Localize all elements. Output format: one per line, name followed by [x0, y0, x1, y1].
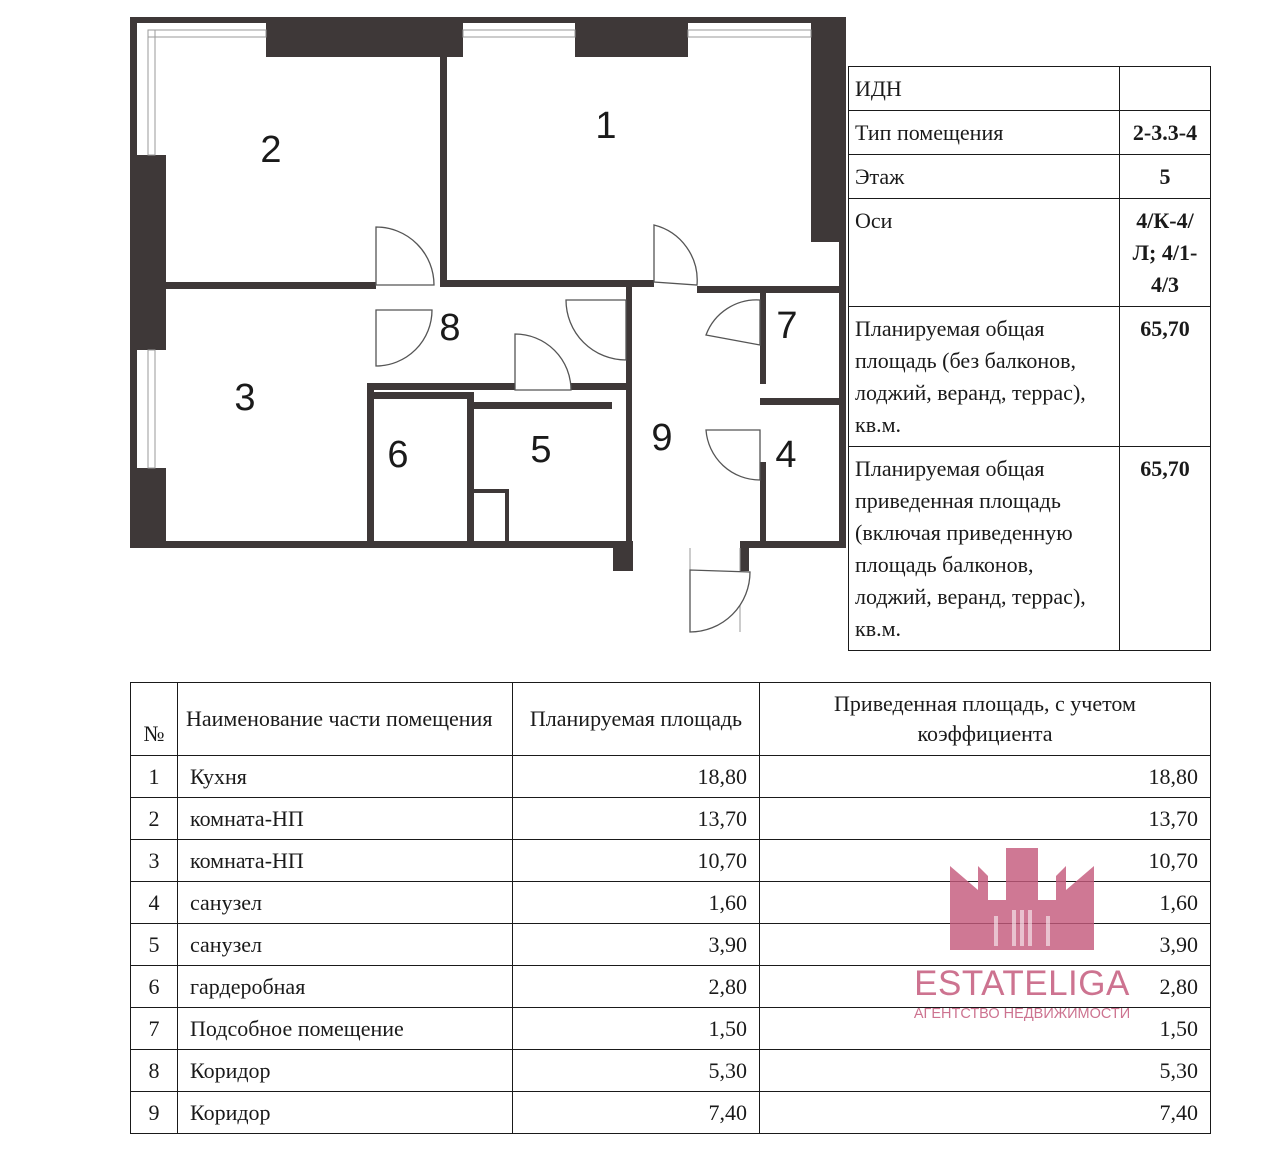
room-label-5: 5 [530, 429, 552, 471]
table-row [131, 882, 1211, 924]
room-label-9: 9 [651, 417, 673, 459]
table-row [131, 756, 1211, 798]
info-value [1120, 67, 1211, 111]
info-value: 5 [1120, 155, 1211, 199]
floor-plan-walls [130, 17, 846, 571]
info-value: 4/К-4/Л; 4/1-4/3 [1120, 199, 1211, 307]
row-name: комната-НП [178, 840, 513, 882]
row-name: санузел [178, 882, 513, 924]
info-label: Планируемая общая площадь (без балконов, лоджий, веранд, террас), кв.м. [849, 307, 1120, 447]
info-label: ИДН [849, 67, 1120, 111]
room-label-8: 8 [439, 307, 461, 349]
row-number: 7 [131, 1008, 178, 1050]
row-area: 13,70 [513, 798, 760, 840]
row-number: 6 [131, 966, 178, 1008]
room-label-4: 4 [775, 434, 797, 476]
table-row [131, 924, 1211, 966]
room-label-3: 3 [234, 377, 256, 419]
row-reduced-area: 1,50 [760, 1008, 1211, 1050]
info-value: 2-3.3-4 [1120, 111, 1211, 155]
row-number: 3 [131, 840, 178, 882]
info-label: Планируемая общая приведенная площадь (включая приведенную площадь балконов, лоджий, веранд, террас), кв.м. [849, 447, 1120, 651]
row-reduced-area: 5,30 [760, 1050, 1211, 1092]
apartment-info-table [848, 66, 1211, 651]
info-row-total-area [849, 307, 1211, 447]
row-number: 2 [131, 798, 178, 840]
row-reduced-area: 10,70 [760, 840, 1211, 882]
row-area: 7,40 [513, 1092, 760, 1134]
watermark-name: ESTATELIGA [914, 964, 1130, 1003]
row-number: 1 [131, 756, 178, 798]
info-value: 65,70 [1120, 307, 1211, 447]
info-row-axes [849, 199, 1211, 307]
row-name: комната-НП [178, 798, 513, 840]
row-area: 1,60 [513, 882, 760, 924]
row-name: Коридор [178, 1092, 513, 1134]
table-row [131, 966, 1211, 1008]
info-label: Этаж [849, 155, 1120, 199]
room-label-1: 1 [595, 105, 617, 147]
row-area: 2,80 [513, 966, 760, 1008]
info-value: 65,70 [1120, 447, 1211, 651]
info-label: Оси [849, 199, 1120, 307]
room-label-2: 2 [260, 129, 282, 171]
row-reduced-area: 7,40 [760, 1092, 1211, 1134]
table-row [131, 1050, 1211, 1092]
row-reduced-area: 18,80 [760, 756, 1211, 798]
row-area: 1,50 [513, 1008, 760, 1050]
info-label: Тип помещения [849, 111, 1120, 155]
row-number: 4 [131, 882, 178, 924]
table-row [131, 1092, 1211, 1134]
row-reduced-area: 1,60 [760, 882, 1211, 924]
table-row [131, 840, 1211, 882]
info-row-idn [849, 67, 1211, 111]
row-area: 18,80 [513, 756, 760, 798]
row-area: 5,30 [513, 1050, 760, 1092]
row-number: 8 [131, 1050, 178, 1092]
rooms-table-header [131, 683, 1211, 756]
info-row-floor [849, 155, 1211, 199]
row-area: 10,70 [513, 840, 760, 882]
row-name: гардеробная [178, 966, 513, 1008]
row-name: Коридор [178, 1050, 513, 1092]
watermark-subtitle: АГЕНТСТВО НЕДВИЖИМОСТИ [913, 1006, 1131, 1022]
row-reduced-area: 3,90 [760, 924, 1211, 966]
header-area: Планируемая площадь [513, 683, 760, 756]
header-number: № [131, 683, 178, 756]
table-row [131, 798, 1211, 840]
row-name: Кухня [178, 756, 513, 798]
row-number: 9 [131, 1092, 178, 1134]
row-reduced-area: 13,70 [760, 798, 1211, 840]
row-number: 5 [131, 924, 178, 966]
rooms-table [130, 682, 1211, 1134]
row-reduced-area: 2,80 [760, 966, 1211, 1008]
row-name: санузел [178, 924, 513, 966]
room-label-6: 6 [387, 434, 409, 476]
header-reduced-area: Приведенная площадь, с учетом коэффициента [760, 683, 1211, 756]
room-label-7: 7 [776, 305, 798, 347]
table-row [131, 1008, 1211, 1050]
info-row-type [849, 111, 1211, 155]
header-name: Наименование части помещения [178, 683, 513, 756]
info-row-reduced-area [849, 447, 1211, 651]
row-name: Подсобное помещение [178, 1008, 513, 1050]
row-area: 3,90 [513, 924, 760, 966]
